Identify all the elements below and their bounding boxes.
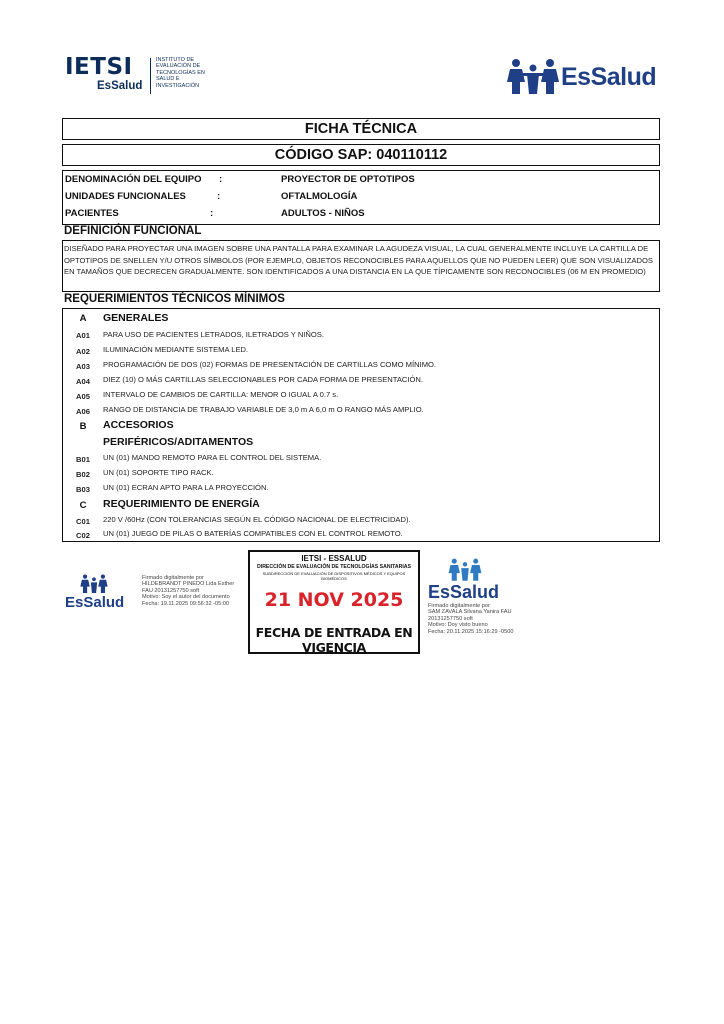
item-code: B01	[76, 455, 90, 464]
info-colon: :	[217, 191, 221, 202]
stamp-org: IETSI - ESSALUD	[301, 554, 367, 563]
stamp-subdirection: SUBDIRECCIÓN DE EVALUACIÓN DE DISPOSITIVOS MÉDICOS Y EQUIPOS BIOMÉDICOS	[262, 571, 406, 581]
definicion-heading: DEFINICIÓN FUNCIONAL	[64, 225, 202, 237]
item-code: A06	[76, 407, 90, 416]
item-text: UN (01) SOPORTE TIPO RACK.	[103, 468, 214, 477]
item-code: A04	[76, 377, 90, 386]
signature-right	[428, 603, 513, 635]
item-code: A05	[76, 392, 90, 401]
info-label: UNIDADES FUNCIONALES	[65, 191, 186, 202]
info-label: DENOMINACIÓN DEL EQUIPO	[65, 174, 202, 185]
essalud-family-icon	[77, 574, 111, 594]
item-code: A03	[76, 362, 90, 371]
stamp-caption: FECHA DE ENTRADA EN VIGENCIA	[255, 625, 413, 655]
item-code: A02	[76, 347, 90, 356]
footer-essalud-logo-right	[428, 558, 508, 608]
section-letter: A	[79, 313, 87, 324]
signature-line: Firmado digitalmente por	[142, 575, 204, 581]
section-title: GENERALES	[103, 312, 169, 324]
item-text: UN (01) ECRAN APTO PARA LA PROYECCIÓN.	[103, 483, 269, 492]
item-text: PROGRAMACIÓN DE DOS (02) FORMAS DE PRESENTACIÓN DE CARTILLAS COMO MÍNIMO.	[103, 360, 437, 369]
essalud-family-icon	[506, 58, 560, 96]
section-title: ACCESORIOS	[103, 419, 174, 431]
signature-line: Motivo: Soy el autor del documento	[142, 594, 230, 601]
essalud-logo-text: EsSalud	[561, 63, 657, 91]
section-subtitle: PERIFÉRICOS/ADITAMENTOS	[103, 436, 254, 448]
item-code: B02	[76, 470, 90, 479]
stamp-date: 21 NOV 2025	[264, 589, 404, 611]
signature-line: 20131257750 soft	[428, 615, 473, 622]
info-value: ADULTOS - NIÑOS	[281, 208, 365, 219]
document-title: FICHA TÉCNICA	[62, 118, 660, 140]
signature-line: Fecha: 19.11.2025 09:56:32 -05:00	[142, 600, 229, 607]
requerimientos-heading: REQUERIMIENTOS TÉCNICOS MÍNIMOS	[64, 293, 285, 305]
essalud-logo	[506, 58, 666, 96]
signature-left	[142, 575, 234, 607]
item-text: ILUMINACIÓN MEDIANTE SISTEMA LED.	[103, 345, 249, 354]
ietsi-logo: IETSI	[65, 54, 133, 80]
item-text: UN (01) JUEGO DE PILAS O BATERÍAS COMPATIBLES CON EL CONTROL REMOTO.	[103, 529, 403, 538]
item-text: PARA USO DE PACIENTES LETRADOS, ILETRADOS Y NIÑOS.	[103, 330, 324, 339]
section-title: REQUERIMIENTO DE ENERGÍA	[103, 498, 260, 510]
item-code: B03	[76, 485, 90, 494]
item-text: 220 V /60Hz (CON TOLERANCIAS SEGÚN EL CÓDIGO NACIONAL DE ELECTRICIDAD).	[103, 515, 411, 524]
item-text: UN (01) MANDO REMOTO PARA EL CONTROL DEL SISTEMA.	[103, 453, 322, 462]
signature-line: SAM ZAVALA Silvana Yanira FAU	[428, 609, 512, 616]
sap-code: CÓDIGO SAP: 040110112	[62, 144, 660, 166]
ietsi-logo-divider	[150, 58, 151, 94]
ietsi-institute-name: INSTITUTO DE EVALUACIÓN DE TECNOLOGÍAS EN SALUD E INVESTIGACIÓN	[156, 57, 205, 89]
info-value: PROYECTOR DE OPTOTIPOS	[281, 174, 415, 185]
signature-line: Fecha: 20.11.2025 15:16:29 -0500	[428, 628, 514, 635]
footer-essalud-logo-text: EsSalud	[428, 582, 500, 602]
definicion-box	[62, 240, 660, 292]
section-letter: C	[79, 500, 87, 511]
item-code: C02	[76, 531, 90, 540]
item-text: INTERVALO DE CAMBIOS DE CARTILLA: MENOR O IGUAL A 0.7 s.	[103, 390, 339, 399]
info-colon: :	[219, 174, 223, 185]
footer-essalud-logo-left	[65, 574, 125, 614]
info-label: PACIENTES	[65, 208, 119, 219]
validity-stamp	[248, 550, 420, 654]
signature-line: HILDEBRANDT PINEDO Lida Esther	[142, 581, 235, 588]
info-colon: :	[210, 208, 214, 219]
item-text: DIEZ (10) O MÁS CARTILLAS SELECCIONABLES POR CADA FORMA DE PRESENTACIÓN.	[103, 375, 423, 384]
info-value: OFTALMOLOGÍA	[281, 191, 358, 202]
signature-line: Firmado digitalmente por	[428, 603, 490, 609]
stamp-direction: DIRECCIÓN DE EVALUACIÓN DE TECNOLOGÍAS SANITARIAS	[257, 564, 411, 570]
item-code: A01	[76, 331, 90, 340]
definicion-text: DISEÑADO PARA PROYECTAR UNA IMAGEN SOBRE UNA PANTALLA PARA EXAMINAR LA AGUDEZA VISUAL, LA CUAL GENERALMENTE INCLUYE LA CARTILLA DE OPTOTIPOS DE SNELLEN Y/U OTROS SÍMBOLOS (POR EJEMPLO, OBJETOS RECONOCIBLES PARA AQUELLOS QUE NO PUEDEN LEER) QUE SON VISUALIZADOS EN TAMAÑOS QUE DECRECEN GRADUALMENTE. SON IDENTIFICADOS A UNA DISTANCIA EN LA QUE TÍPICAMENTE SON RECONOCIBLES (06 M EN PROMEDIO)	[64, 244, 653, 277]
item-code: C01	[76, 517, 90, 526]
section-letter: B	[79, 421, 87, 432]
item-text: RANGO DE DISTANCIA DE TRABAJO VARIABLE DE 3,0 m A 6,0 m O RANGO MÁS AMPLIO.	[103, 405, 424, 414]
signature-line: FAU 20131257750 soft	[142, 587, 200, 594]
signature-line: Motivo: Doy visto bueno	[428, 622, 488, 629]
equipment-info-box	[62, 170, 660, 225]
essalud-family-icon	[446, 558, 484, 582]
footer-essalud-logo-text: EsSalud	[65, 594, 125, 611]
ietsi-logo-sub: EsSalud	[97, 80, 143, 92]
requerimientos-box	[62, 308, 660, 542]
